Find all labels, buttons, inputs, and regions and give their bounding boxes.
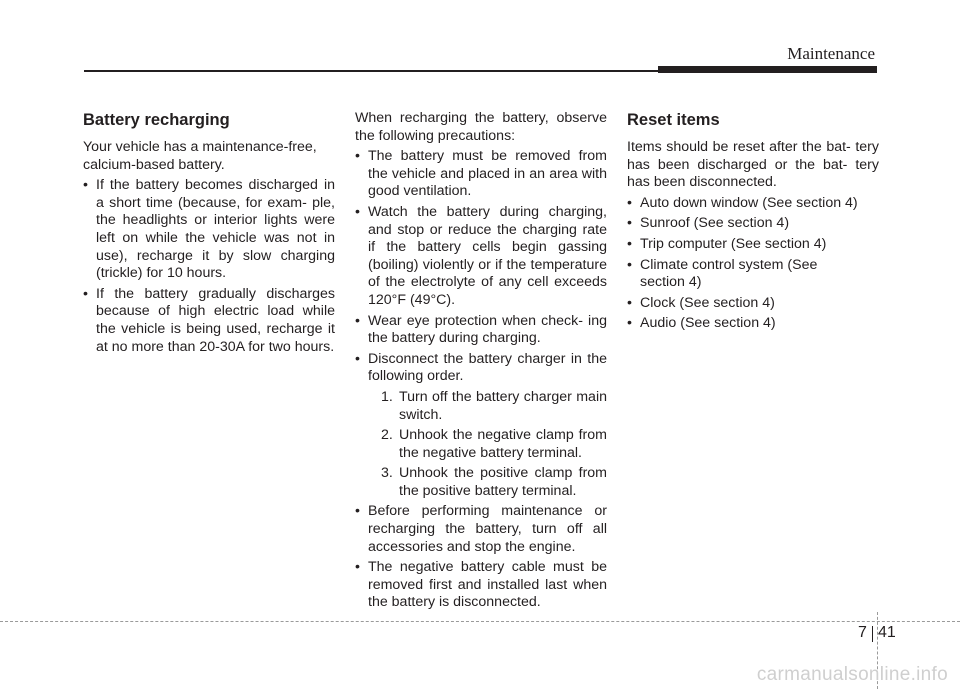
reset-items-list: [627, 195, 879, 333]
list-item: • Audio (See section 4): [627, 315, 879, 333]
battery-bullet-list: [83, 177, 335, 356]
step-number: 3.: [381, 465, 393, 482]
footer-divider: [0, 621, 960, 622]
list-item: • Auto down window (See section 4): [627, 195, 879, 213]
column-battery-recharging: [83, 110, 335, 356]
step-text: Unhook the negative clamp from the negative battery terminal.: [399, 427, 607, 461]
step-text: Unhook the positive clamp from the positive battery terminal.: [399, 465, 607, 499]
watermark: carmanualsonline.info: [756, 664, 948, 685]
chapter-number: 7: [858, 624, 867, 641]
heading-reset-items: Reset items: [627, 111, 720, 129]
list-item: • Watch the battery during charging, and stop or reduce the charging rate if the battery cells begin gassing (boiling) violently or if the temperature of the electrolyte of any cell exceeds 120°F (49°C).: [355, 204, 607, 310]
list-item: • Trip computer (See section 4): [627, 236, 879, 254]
disconnect-steps: [368, 389, 607, 501]
page-number: 41: [878, 624, 896, 641]
reset-intro: Items should be reset after the bat- tery has been discharged or the bat- tery has been disconnected.: [627, 139, 879, 191]
precautions-intro: When recharging the battery, observe the following precautions:: [355, 110, 607, 144]
list-item: • Sunroof (See section 4): [627, 215, 879, 233]
column-reset-items: [627, 110, 879, 333]
list-item: • If the battery becomes discharged in a short time (because, for exam- ple, the headlights or interior lights were left on while the vehicle was not in use), recharge it by slow charging (trickle) for 10 hours.: [83, 177, 335, 283]
list-item: • Wear eye protection when check- ing the battery during charging.: [355, 313, 607, 348]
precautions-bullet-list: [355, 148, 607, 612]
header-rule-accent: [658, 66, 877, 73]
list-item-disconnect-order: [355, 351, 607, 501]
list-item: • The negative battery cable must be removed first and installed last when the battery is disconnected.: [355, 559, 607, 612]
step-item: [368, 427, 607, 462]
heading-battery-recharging: Battery recharging: [83, 111, 230, 129]
step-item: [368, 389, 607, 424]
step-item: [368, 465, 607, 500]
column-precautions: [355, 110, 607, 612]
header-rule: [84, 70, 664, 72]
page-number-divider: [872, 626, 873, 642]
section-title: Maintenance: [787, 44, 875, 63]
list-item: • If the battery gradually discharges because of high electric load while the vehicle is being used, recharge it at no more than 20-30A for two hours.: [83, 286, 335, 356]
step-text: Turn off the battery charger main switch.: [399, 388, 607, 423]
list-item: • The battery must be removed from the vehicle and placed in an area with good ventilation.: [355, 148, 607, 201]
battery-intro: Your vehicle has a maintenance-free, calcium-based battery.: [83, 139, 317, 173]
list-item: • Before performing maintenance or recharging the battery, turn off all accessories and stop the engine.: [355, 503, 607, 556]
step-number: 2.: [381, 427, 393, 444]
step-number: 1.: [381, 388, 393, 405]
list-item-text: Disconnect the battery charger in the following order.: [368, 350, 607, 385]
list-item: • Clock (See section 4): [627, 295, 879, 313]
list-item: • Climate control system (See section 4): [627, 257, 879, 292]
